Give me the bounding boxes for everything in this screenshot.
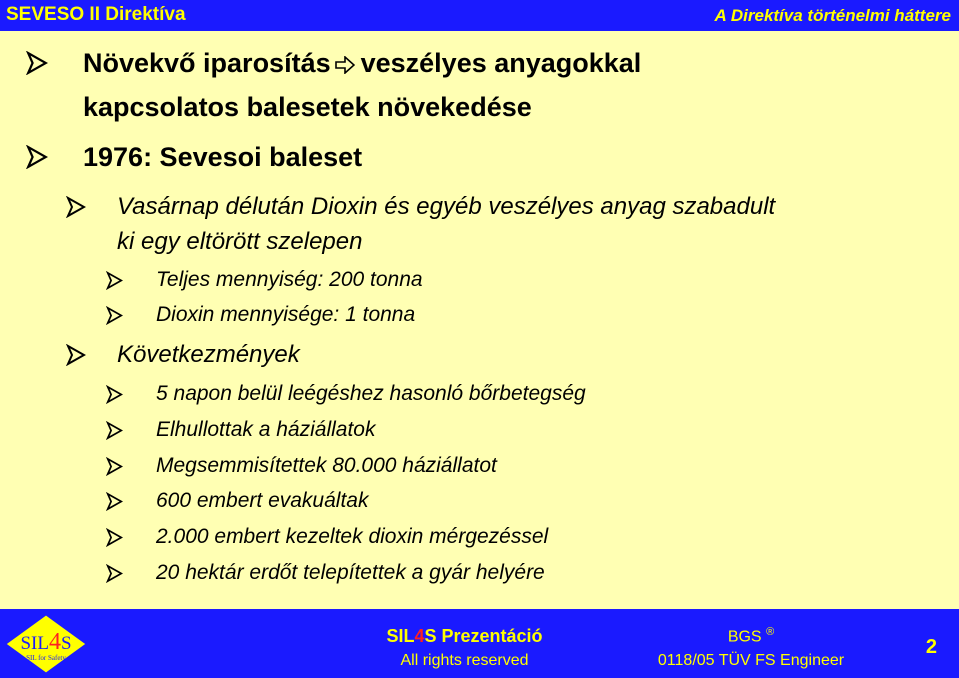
bullet-seveso-accident-text: 1976: Sevesoi baleset <box>83 142 363 172</box>
bullet-industrialization-line2: kapcsolatos balesetek növekedése <box>83 92 532 122</box>
footer-presentation <box>372 626 557 670</box>
header-bar <box>0 0 959 31</box>
sil4s-logo <box>4 613 88 675</box>
arrowhead-bullet-icon <box>106 421 123 440</box>
bullet-release-line1: Vasárnap délután Dioxin és egyéb veszélyes anyag szabadult <box>117 193 776 220</box>
footer-bar <box>0 609 959 678</box>
arrowhead-bullet-icon <box>66 344 86 366</box>
outline-right-arrow-icon <box>335 56 355 74</box>
svg-text:SIL for Safety: SIL for Safety <box>26 654 66 662</box>
header-left-title: SEVESO II Direktíva <box>6 4 186 25</box>
svg-text:SIL4S: SIL4S <box>20 629 72 655</box>
bullet-release-line2: ki egy eltörött szelepen <box>117 228 363 255</box>
footer-rights: All rights reserved <box>400 652 529 669</box>
arrowhead-bullet-icon <box>106 271 123 290</box>
arrowhead-bullet-icon <box>106 564 123 583</box>
arrowhead-bullet-icon <box>26 51 48 75</box>
header-right-title: A Direktíva történelmi háttere <box>714 6 951 25</box>
footer-engineer <box>656 626 846 670</box>
arrowhead-bullet-icon <box>106 528 123 547</box>
arrowhead-bullet-icon <box>106 457 123 476</box>
footer-presentation-title: SIL4S Prezentáció <box>386 626 543 646</box>
bullet-industrialization-part1: Növekvő iparosítás <box>83 48 331 78</box>
arrowhead-bullet-icon <box>106 385 123 404</box>
arrowhead-bullet-icon <box>106 306 123 325</box>
page-number: 2 <box>925 636 937 658</box>
bullet-industrialization-part2: veszélyes anyagokkal <box>360 48 642 78</box>
footer-bgs: BGS ® <box>727 626 775 646</box>
arrowhead-bullet-icon <box>26 145 48 169</box>
arrowhead-bullet-icon <box>66 196 86 218</box>
footer-engineer-text: 0118/05 TÜV FS Engineer <box>657 652 845 670</box>
arrowhead-bullet-icon <box>106 492 123 511</box>
